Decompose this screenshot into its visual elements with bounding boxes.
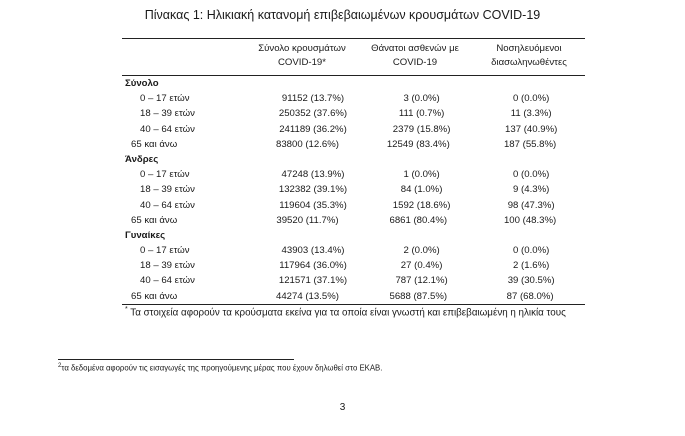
table-row	[122, 182, 585, 197]
age-group-cell: 40 – 64 ετών	[140, 199, 195, 211]
header-cases-line1: Σύνολο κρουσμάτων	[258, 43, 346, 54]
table-row	[122, 198, 585, 213]
table-bottom-rule	[122, 304, 585, 305]
header-intubated	[473, 42, 585, 75]
intubated-cell: 2 (1.6%)	[513, 260, 550, 272]
age-group-cell: 18 – 39 ετών	[140, 108, 195, 120]
group-label: Σύνολο	[125, 78, 159, 89]
age-distribution-table	[122, 38, 585, 305]
table-note	[125, 306, 566, 318]
intubated-cell: 9 (4.3%)	[513, 184, 550, 196]
header-cases-line2: COVID-19*	[278, 57, 326, 68]
cases-cell: 91152 (13.7%)	[281, 93, 345, 105]
header-deaths	[357, 42, 473, 75]
header-deaths-line2: COVID-19	[392, 57, 438, 68]
age-group-cell: 0 – 17 ετών	[140, 245, 190, 257]
age-group-cell: 40 – 64 ετών	[140, 123, 195, 135]
header-intubated-line1: Νοσηλευόμενοι	[496, 43, 562, 54]
intubated-cell: 87 (68.0%)	[506, 290, 554, 302]
table-body	[122, 76, 585, 304]
group-label: Γυναίκες	[125, 229, 166, 241]
group-row	[122, 152, 585, 167]
cases-cell: 117964 (36.0%)	[279, 260, 347, 272]
cases-cell: 44274 (13.5%)	[276, 290, 339, 302]
page-number: 3	[339, 402, 346, 413]
deaths-cell: 2 (0.0%)	[403, 245, 440, 257]
group-row	[122, 76, 585, 91]
table-row	[122, 137, 585, 152]
deaths-cell: 84 (1.0%)	[400, 184, 443, 196]
table-row	[122, 122, 585, 137]
note-text: Τα στοιχεία αφορούν τα κρούσματα εκείνα για τα οποία είναι γνωστή και επιβεβαιωμένη η ηλικία τους	[130, 307, 566, 319]
table-header-row	[122, 39, 585, 75]
age-group-cell: 65 και άνω	[131, 138, 178, 150]
header-empty-cell	[122, 42, 247, 75]
cases-cell: 47248 (13.9%)	[281, 169, 345, 181]
cases-cell: 83800 (12.6%)	[276, 138, 339, 150]
table-row	[122, 289, 585, 304]
table-row	[122, 273, 585, 288]
header-cases	[247, 42, 357, 75]
age-group-cell: 40 – 64 ετών	[140, 275, 195, 287]
group-row	[122, 228, 585, 243]
age-group-cell: 18 – 39 ετών	[140, 184, 195, 196]
intubated-cell: 98 (47.3%)	[507, 199, 555, 211]
cases-cell: 119604 (35.3%)	[279, 199, 347, 211]
intubated-cell: 100 (48.3%)	[503, 214, 557, 226]
intubated-cell: 39 (30.5%)	[507, 275, 555, 287]
footnote-text: τα δεδομένα αφορούν τις εισαγωγές της προηγούμενης μέρας που έχουν δηλωθεί στο ΕΚΑΒ.	[61, 363, 383, 373]
deaths-cell: 111 (0.7%)	[398, 108, 445, 120]
deaths-cell: 5688 (87.5%)	[389, 290, 448, 302]
cases-cell: 250352 (37.6%)	[278, 108, 348, 120]
deaths-cell: 1 (0.0%)	[403, 169, 440, 181]
intubated-cell: 0 (0.0%)	[513, 93, 550, 105]
footnote-separator	[58, 359, 294, 360]
intubated-cell: 11 (3.3%)	[510, 108, 552, 120]
deaths-cell: 27 (0.4%)	[400, 260, 443, 272]
table-row	[122, 91, 585, 106]
age-group-cell: 0 – 17 ετών	[140, 169, 190, 181]
table-caption: Πίνακας 1: Ηλικιακή κατανομή επιβεβαιωμένων κρουσμάτων COVID-19	[144, 8, 541, 22]
table-row	[122, 106, 585, 121]
deaths-cell: 12549 (83.4%)	[386, 138, 450, 150]
cases-cell: 43903 (13.4%)	[281, 245, 345, 257]
header-intubated-line2: διασωληνωθέντες	[491, 57, 567, 68]
cases-cell: 241189 (36.2%)	[279, 123, 347, 135]
deaths-cell: 787 (12.1%)	[395, 275, 448, 287]
deaths-cell: 2379 (15.8%)	[392, 123, 451, 135]
age-group-cell: 65 και άνω	[131, 290, 178, 302]
table-row	[122, 258, 585, 273]
footnote	[58, 363, 382, 373]
header-deaths-line1: Θάνατοι ασθενών με	[371, 43, 459, 54]
deaths-cell: 3 (0.0%)	[403, 93, 440, 105]
note-marker: *	[125, 306, 128, 313]
age-group-cell: 65 και άνω	[131, 214, 178, 226]
table-row	[122, 213, 585, 228]
intubated-cell: 0 (0.0%)	[513, 245, 550, 257]
deaths-cell: 1592 (18.6%)	[392, 199, 451, 211]
footnote-marker: 2	[58, 363, 62, 369]
intubated-cell: 137 (40.9%)	[505, 123, 558, 135]
intubated-cell: 187 (55.8%)	[503, 138, 557, 150]
age-group-cell: 18 – 39 ετών	[140, 260, 195, 272]
table-row	[122, 243, 585, 258]
table-row	[122, 167, 585, 182]
cases-cell: 121571 (37.1%)	[278, 275, 348, 287]
cases-cell: 39520 (11.7%)	[276, 214, 339, 226]
age-group-cell: 0 – 17 ετών	[140, 93, 190, 105]
deaths-cell: 6861 (80.4%)	[389, 214, 448, 226]
group-label: Άνδρες	[125, 153, 159, 165]
cases-cell: 132382 (39.1%)	[278, 184, 348, 196]
intubated-cell: 0 (0.0%)	[513, 169, 550, 181]
